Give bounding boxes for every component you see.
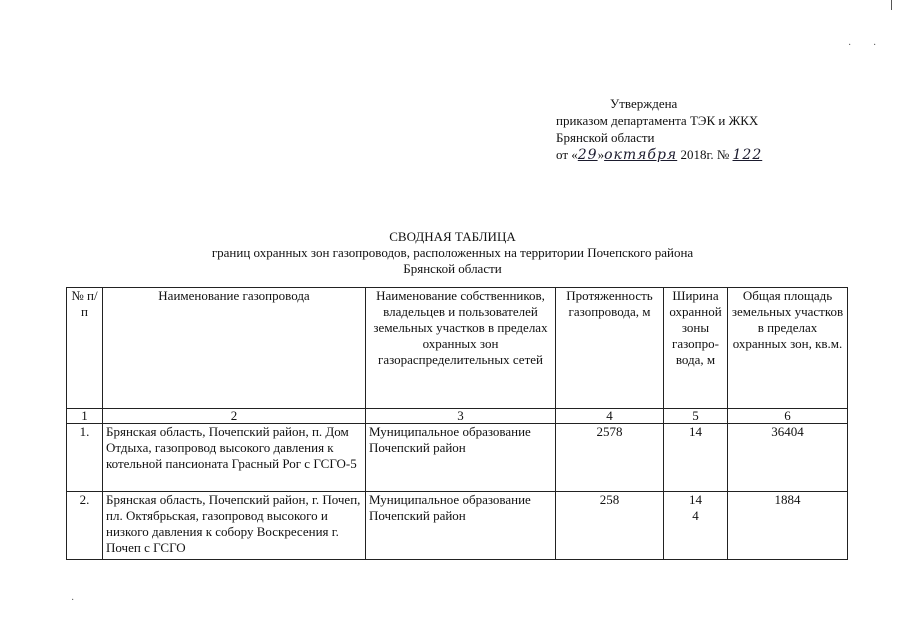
owner-name: Муниципальное образование Почепский район (366, 492, 556, 560)
col-header-zone-width: Ширина охранной зоны газопро-вода, м (664, 288, 728, 409)
pipeline-length: 2578 (556, 424, 664, 492)
number-label: № (716, 147, 730, 162)
page-edge-mark (891, 0, 892, 10)
table-row (67, 492, 848, 560)
col-header-number: № п/п (67, 288, 103, 409)
handwritten-day: 29 (577, 147, 598, 163)
zone-width (664, 492, 728, 560)
document-title (0, 229, 905, 277)
column-number: 3 (366, 409, 556, 424)
pipeline-length: 258 (556, 492, 664, 560)
pipeline-name: Брянская область, Почепский район, п. Дом Отдыха, газопровод высокого давления к котельной пансионата Грасный Рог с ГСГО-5 (103, 424, 366, 492)
col-header-length: Протяженность газопровода, м (556, 288, 664, 409)
approval-heading: Утверждена (610, 96, 678, 111)
zone-area: 36404 (728, 424, 848, 492)
date-year: 2018г. (680, 147, 714, 162)
handwritten-number: 122 (732, 147, 763, 163)
row-number: 2. (67, 492, 103, 560)
title-region: Брянской области (403, 261, 502, 276)
column-number: 2 (103, 409, 366, 424)
column-number: 4 (556, 409, 664, 424)
row-number: 1. (67, 424, 103, 492)
approval-block (556, 95, 762, 164)
date-separator: » (597, 147, 605, 162)
table-row (67, 424, 848, 492)
approval-region: Брянской области (556, 130, 655, 145)
scan-dot: · (71, 595, 75, 606)
zone-width: 14 (664, 424, 728, 492)
handwritten-month: октября (604, 147, 678, 163)
approval-order: приказом департамента ТЭК и ЖКХ (556, 113, 759, 128)
pipeline-name: Брянская область, Почепский район, г. Почеп, пл. Октябрьская, газопровод высокого и низкого давления к собору Воскресения г. Почеп с ГСГО (103, 492, 366, 560)
column-number: 6 (728, 409, 848, 424)
scan-dot: · (873, 40, 877, 51)
owner-name: Муниципальное образование Почепский район (366, 424, 556, 492)
col-header-area: Общая площадь земельных участков в пределах охранных зон, кв.м. (728, 288, 848, 409)
zone-width-high: 14 (689, 492, 702, 507)
zone-area: 1884 (728, 492, 848, 560)
zones-table (66, 287, 848, 560)
col-header-owners: Наименование собственников, владельцев и пользователей земельных участков в пределах охранных зон газораспределительных сетей (366, 288, 556, 409)
column-number-row (67, 409, 848, 424)
column-number: 1 (67, 409, 103, 424)
zone-width-low: 4 (692, 508, 699, 523)
title-subtitle: границ охранных зон газопроводов, расположенных на территории Почепского района (211, 245, 694, 260)
approval-date-line (556, 146, 762, 164)
title-main: СВОДНАЯ ТАБЛИЦА (389, 229, 516, 244)
col-header-pipeline: Наименование газопровода (103, 288, 366, 409)
scan-dot: · (848, 40, 852, 51)
table-header-row (67, 288, 848, 409)
date-prefix: от « (556, 147, 578, 162)
column-number: 5 (664, 409, 728, 424)
